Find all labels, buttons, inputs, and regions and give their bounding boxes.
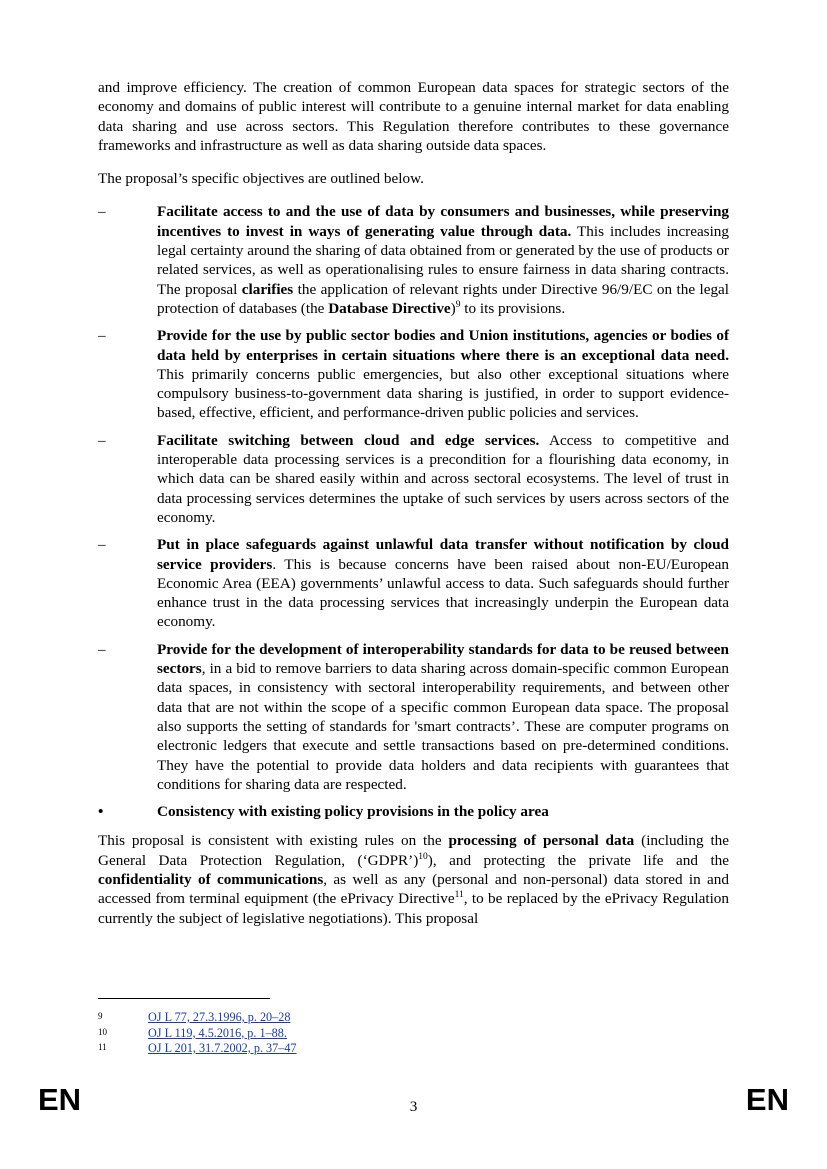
dash-marker: – [98,327,106,345]
page-number: 3 [409,1098,418,1115]
dash-marker: – [98,431,106,449]
objective-heading: Facilitate switching between cloud and edge services. [157,431,540,449]
objective-heading: Provide for the development of interoperability standards for data to be reused between sectors [157,640,729,678]
footnote-link[interactable]: OJ L 77, 27.3.1996, p. 20–28 [148,1010,291,1024]
footnote-link[interactable]: OJ L 201, 31.7.2002, p. 37–47 [148,1041,297,1055]
footnote-number: 10 [98,1026,107,1037]
language-label-right: EN [745,1082,789,1117]
objective-text: Facilitate access to and the use of data by consumers and businesses, while preserving incentives to invest in ways of generating value through data. This includes increasing legal certainty around the sharing of data obtained from or generated by the use of products or related services, as well as operationalising rules to ensure fairness in data sharing contracts. The proposal clarifies the application of relevant rights under Directive 96/9/EC on the legal protection of databases (the Database Directive)$^9$ to its provisions. [157,203,729,317]
dash-marker: – [98,536,106,554]
objective-item-3 [98,431,729,527]
document-body [98,78,729,928]
intro-paragraph: and improve efficiency. The creation of common European data spaces for strategic sectors of the economy and domains of public interest will contribute to a genuine internal market for data enabling data sharing and use across sectors. This Regulation therefore contributes to these governance frameworks and infrastructure as well as data sharing outside data spaces. [98,79,729,154]
section-heading [98,802,729,821]
section-title: Consistency with existing policy provisions in the policy area [157,803,549,821]
footnote-ref[interactable]: 11 [454,890,464,901]
footnote-number: 11 [98,1042,107,1052]
objective-item-5 [98,640,729,794]
objective-item-4 [98,535,729,631]
footnote-link[interactable]: OJ L 119, 4.5.2016, p. 1–88. [148,1025,287,1040]
dash-marker: – [98,203,106,221]
bullet-marker: • [98,803,104,821]
footnote-item [98,1026,729,1042]
footnote-ref[interactable]: 10 [418,851,428,862]
language-label-left: EN [38,1082,82,1117]
objective-item-1 [98,202,729,318]
footnote-item [98,1010,729,1026]
dash-marker: – [98,640,106,658]
footnotes [98,1010,729,1057]
objective-text: Provide for the use by public sector bodies and Union institutions, agencies or bodies of data held by enterprises in certain situations where there is an exceptional data need. This primarily concerns public emergencies, but also other exceptional situations where compulsory business-to-government data sharing is justified, in order to support evidence-based, effective, efficient, and performance-driven public policies and services. [157,327,729,422]
objective-text: Facilitate switching between cloud and edge services. Access to competitive and interoperable data processing services is a precondition for a flourishing data economy, in which data can be shared easily within and across sectoral ecosystems. The level of trust in data processing services determines the uptake of such services by users across sectors of the economy. [157,431,729,526]
objective-text: Put in place safeguards against unlawful data transfer without notification by cloud service providers. This is because concerns have been raised about non-EU/European Economic Area (EEA) governments’ unlawful access to data. Such safeguards should further enhance trust in the data processing services that increasingly underpin the European data economy. [157,536,729,631]
objective-item-2 [98,326,729,422]
footnote-divider [98,998,270,999]
closing-paragraph: This proposal is consistent with existing rules on the processing of personal data (including the General Data Protection Regulation, (‘GDPR’)$^{10}$), and protecting the private life and the confidentiality of communications, as well as any (personal and non-personal) data stored in and accessed from terminal equipment (the ePrivacy Directive$^{11}$, to be replaced by the ePrivacy Regulation currently the subject of legislative negotiations). This proposal [98,832,730,927]
objectives-lead: The proposal’s specific objectives are outlined below. [98,170,424,188]
footnote-item [98,1041,729,1057]
footnote-number: 9 [98,1011,103,1021]
objective-heading: Put in place safeguards against unlawful data transfer without notification by cloud service providers [157,536,729,573]
footnote-ref[interactable]: 9 [455,299,461,310]
objective-text: Provide for the development of interoperability standards for data to be reused between sectors, in a bid to remove barriers to data sharing across domain-specific common European data spaces, in consistency with sectoral interoperability requirements, and between other data that are not within the scope of a specific common European data space. The proposal also supports the setting of standards for 'smart contracts’. These are computer programs on electronic ledgers that execute and settle transactions based on pre-determined conditions. They have the potential to provide data holders and data recipients with guarantees that conditions for sharing data are respected. [157,640,729,793]
objective-heading: Provide for the use by public sector bodies and Union institutions, agencies or bodies of data held by enterprises in certain situations where there is an exceptional data need. [157,327,729,364]
objective-heading: Facilitate access to and the use of data by consumers and businesses, while preserving incentives to invest in ways of generating value through data. [157,203,729,240]
